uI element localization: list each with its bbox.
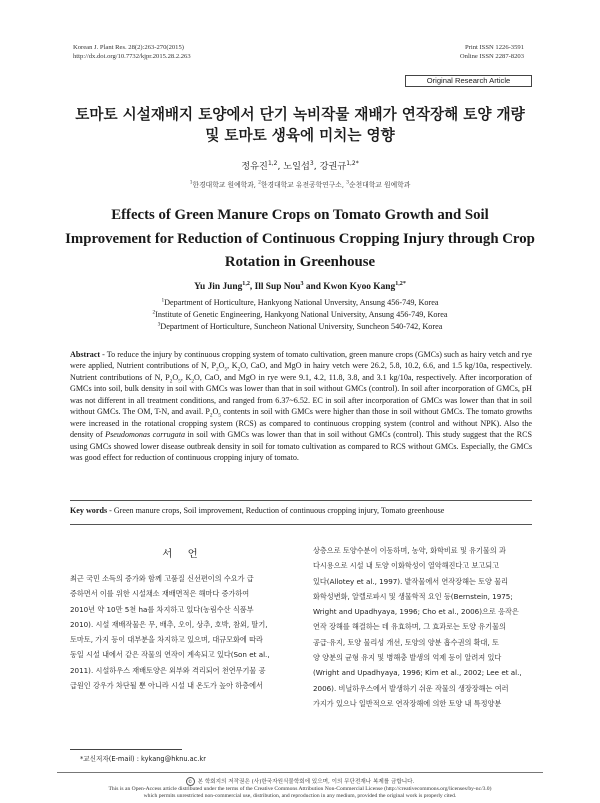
intro-line: 최근 국민 소득의 증가와 함께 고품질 신선편이의 수요가 급: [70, 574, 254, 583]
journal-line: Korean J. Plant Res. 28(2):263-270(2015): [73, 44, 184, 51]
keywords-label: Key words: [70, 506, 108, 515]
abstract: Abstract - To reduce the injury by continuous cropping system of tomato cultivation, green manure crops (GMCs) such as hairy vetch and rye were applied, Nutrient contributions of N, $P_2O_5$, $K_2O$, CaO, and MgO in hairy vetch were 26.2, 5.8, 10.2, 6.6, and 1.5 kg/10a, respectively. Nutrient contributions of N, $P_2O_5$, $K_2O$, CaO, and MgO in rye were 9.1, 4.2, 11.8, 3.8, and 3.1 kg/10a, respectively. After incorporation of GMCs into soil, bulk density in soil with GMCs was lower than that in soil without GMCs (control). In soil after incorporation of GMCs, pH was not different in all treatment conditions, and ranged from 6.37~6.52. EC in soil after incorporation of GMCs was lower than that in soil without GMCs. The OM, T-N, and avail. $P_2O_5$ contents in soil with GMCs were higher than those in soil without GMCs. The tomato growths were increased in the rotational cropping system (RCS) as compared to continuous cropping system (control and without NPK). Also the density of Pseudomonas corrugata in soil with GMCs was lower than that in soil without GMCs (control). This study suggest that the RCS using GMCs showed lower disease outbreak density in soil for tomato cultivation as compared to RCS without GMCs. Especially, the GMCs was good effect for reduction of continuous cropping injury of tomato.: [70, 350, 532, 463]
license-line: which permits unrestricted non-commercial use, distribution, and reproduction in any medium, provided the original work is properly cited.: [143, 792, 457, 799]
issn-online: Online ISSN 2287-8203: [459, 52, 524, 60]
footer-rule: [57, 772, 543, 773]
author-name: 강권규: [319, 161, 347, 172]
affiliation-line: $^1$Department of Horticulture, Hankyong National Unversity, Ansung 456-749, Korea: [161, 297, 439, 307]
korean-affiliations: [40, 179, 560, 189]
author-sup: 1,2: [242, 280, 250, 287]
author-sup: 1,2*: [346, 159, 359, 167]
korean-title-line: 및 토마토 생육에 미치는 영향: [205, 127, 395, 144]
english-title: [40, 204, 560, 275]
intro-line: 상층으로 토양수분이 이동하며, 농약, 화학비료 및 유기물의 과: [313, 546, 506, 555]
english-title-line: Effects of Green Manure Crops on Tomato Growth and Soil: [111, 207, 489, 223]
author-name: Yu Jin Jung: [194, 282, 243, 292]
affiliation: 순천대학교 원예학과: [349, 181, 411, 189]
keywords-text: - Green manure crops, Soil improvement, Reduction of continuous cropping injury, Tomato greenhouse: [107, 506, 445, 515]
intro-line: 화학성변화, 알렐로파시 및 생물학적 요인 등(Bernstein, 1975;: [313, 591, 513, 601]
corresponding-author-footnote: *교신저자(E-mail) : kykang@hknu.ac.kr: [80, 755, 206, 763]
author-sup: 3: [309, 159, 314, 167]
author-name: , Ill Sup Nou: [249, 282, 301, 292]
intro-line: 연작 장해를 해결하는 데 유효하며, 그 효과로는 토양 유기물의: [313, 622, 506, 632]
journal-citation: [73, 44, 191, 61]
species-name: Pseudomonas corrugata: [105, 430, 186, 440]
intro-line: 2011). 시설하우스 재배토양은 외부와 격리되어 천연무기물 공: [70, 665, 266, 675]
affil-sup: 3: [346, 180, 350, 186]
copyright-icon: ©: [186, 777, 195, 786]
author-separator: ,: [313, 161, 320, 172]
korean-title: [40, 104, 560, 146]
english-title-line: Improvement for Reduction of Continuous Cropping Injury through Crop: [65, 230, 535, 247]
intro-line: 2010년 약 10만 5천 ha를 차지하고 있다(농림수산 식품부: [70, 604, 254, 614]
intro-line: 다시용으로 시설 내 토양 이화학성이 열악해진다고 보고되고: [313, 561, 500, 571]
intro-line: (Wright and Upadhyaya, 1996; Kim et al., 2002; Lee et al.,: [313, 668, 522, 678]
divider: [70, 524, 532, 525]
intro-line: 공급·유지, 토양 물리성 개선, 토양의 양분 흡수권의 확대, 토: [313, 637, 499, 647]
author-name: 정유진: [241, 161, 268, 172]
affiliation-line: $^3$Department of Horticulture, Suncheon National University, Suncheon 540-742, Korea: [157, 321, 443, 332]
issn-block: [460, 44, 524, 61]
intro-line: 동일 시설 내에서 같은 작물의 연작이 계속되고 있다(Son et al.,: [70, 650, 270, 660]
intro-line: 2010). 시설 재배작물은 무, 배추, 오이, 상추, 호박, 참외, 딸기,: [70, 619, 268, 629]
author-name: and Kwon Kyoo Kang: [303, 282, 396, 292]
author-name: 노일섭: [283, 161, 310, 172]
author-separator: ,: [277, 161, 284, 172]
intro-line: Wright and Upadhyaya, 1996; Cho et al., 2006)으로 응작은: [313, 607, 519, 617]
article-type-badge: Original Research Article: [405, 75, 532, 87]
intro-line: 증하면서 이를 위한 시설채소 재배면적은 해마다 증가하여: [70, 589, 250, 599]
abstract-label: Abstract: [70, 350, 101, 359]
intro-line: 가지가 있으나 일반적으로 연작장해에 의한 토양 내 특정양분: [313, 698, 502, 708]
affiliation: 한경대학교 원예학과,: [192, 181, 259, 189]
affiliation-line: $^2$Institute of Genetic Engineering, Hankyong National University, Ansung 456-749, Korea: [152, 309, 448, 320]
issn-print: Print ISSN 1226-3591: [465, 44, 524, 51]
korean-title-line: 토마토 시설재배지 토양에서 단기 녹비작물 재배가 연작장해 토양 개량: [75, 106, 525, 123]
english-title-line: Rotation in Greenhouse: [224, 254, 376, 270]
doi-link[interactable]: http://dx.doi.org/10.7732/kjpr.2015.28.2.263: [73, 52, 191, 60]
english-authors: [40, 282, 560, 292]
intro-left-column: [70, 571, 296, 693]
english-affiliations: [40, 297, 560, 334]
affiliation: 한경대학교 유전공학연구소,: [260, 181, 347, 189]
keywords: [70, 506, 532, 515]
intro-line: 2006). 비닐하우스에서 발생하기 쉬운 작물의 생장장해는 여러: [313, 683, 509, 693]
intro-line: 토마토, 가지 등이 대부분을 차지하고 있으며, 대규모화에 따라: [70, 635, 263, 645]
affil-sup: 1: [189, 180, 193, 186]
license-notice: [40, 786, 560, 800]
license-line: This is an Open-Access article distributed under the terms of the Creative Commons Attribution Non-Commercial License (http://creativecommons.org/licenses/by-nc/3.0): [108, 786, 492, 792]
author-sup: 1,2*: [395, 280, 406, 287]
author-sup: 1,2: [267, 159, 278, 167]
intro-right-column: [313, 543, 538, 711]
footnote-rule: [70, 749, 182, 750]
author-sup: 3: [300, 280, 304, 287]
divider: [70, 500, 532, 501]
copyright-notice: © 본 학회지의 저작권은 (사)한국자원식물학회에 있으며, 이의 무단전재나 복제를 금합니다.: [40, 777, 560, 786]
affil-sup: 2: [258, 180, 261, 186]
korean-authors: [40, 158, 560, 172]
intro-line: 있다(Allotey et al., 1997). 밭작물에서 연작장해는 토양 물리: [313, 576, 509, 586]
intro-line: 양 양분의 균형 유지 및 병해충 발생의 억제 등이 알려져 있다: [313, 653, 502, 663]
intro-line: 급원인 강우가 차단될 뿐 아니라 시설 내 온도가 높아 하층에서: [70, 681, 263, 691]
section-heading-intro: 서 언: [162, 548, 204, 560]
